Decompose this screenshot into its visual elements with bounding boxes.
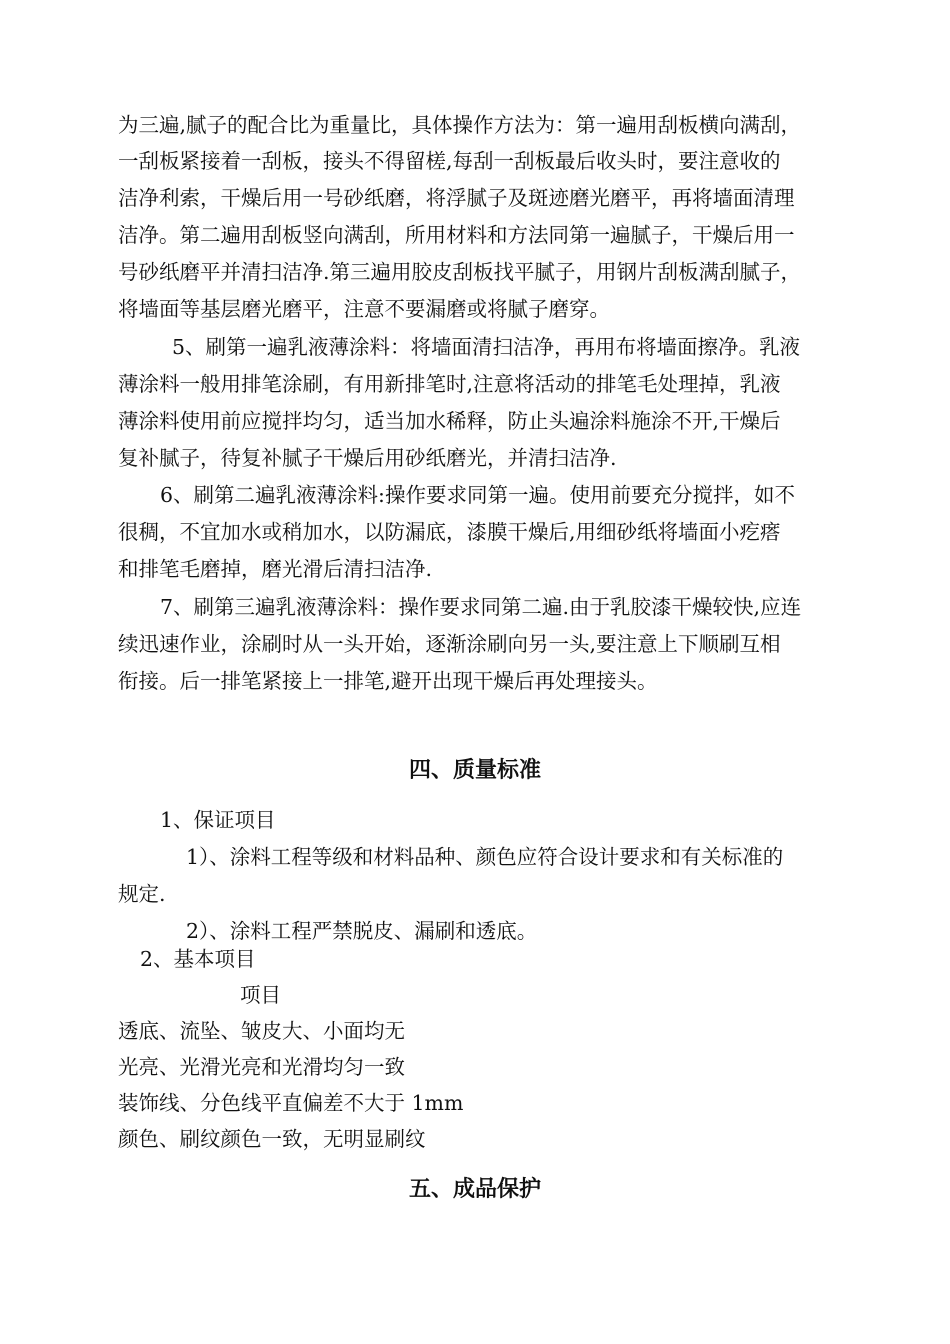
paragraph-line: 复补腻子，待复补腻子干燥后用砂纸磨光，并清扫洁净. xyxy=(118,446,617,470)
paragraph-line: 一刮板紧接着一刮板，接头不得留槎,每刮一刮板最后收头时，要注意收的 xyxy=(118,149,781,173)
basic-items-label: 2、基本项目 xyxy=(140,947,256,971)
table-row: 装饰线、分色线平直偏差不大于 1mm xyxy=(118,1091,464,1115)
paragraph-line: 和排笔毛磨掉，磨光滑后清扫洁净. xyxy=(118,557,433,581)
paragraph-line: 为三遍,腻子的配合比为重量比，具体操作方法为：第一遍用刮板横向满刮， xyxy=(118,113,802,137)
paragraph-line: 洁净。第二遍用刮板竖向满刮，所用材料和方法同第一遍腻子，干燥后用一 xyxy=(118,223,795,247)
table-row: 光亮、光滑光亮和光滑均匀一致 xyxy=(118,1055,405,1079)
section-heading-product-protection: 五、成品保护 xyxy=(408,1177,541,1202)
paragraph-line: 很稠，不宜加水或稍加水，以防漏底，漆膜干燥后,用细砂纸将墙面小疙瘩 xyxy=(118,520,781,544)
guarantee-item-1-line: 1）、涂料工程等级和材料品种、颜色应符合设计要求和有关标准的 xyxy=(186,845,784,869)
paragraph-line: 续迅速作业，涂刷时从一头开始，逐渐涂刷向另一头,要注意上下顺刷互相 xyxy=(118,632,781,656)
table-row: 颜色、刷纹颜色一致，无明显刷纹 xyxy=(118,1127,426,1151)
paragraph-line: 洁净利索，干燥后用一号砂纸磨，将浮腻子及斑迹磨光磨平，再将墙面清理 xyxy=(118,186,795,210)
paragraph-line: 规定. xyxy=(118,882,166,906)
section-heading-quality-standard: 四、质量标准 xyxy=(408,758,541,783)
paragraph-line: 将墙面等基层磨光磨平，注意不要漏磨或将腻子磨穿。 xyxy=(118,297,610,321)
paragraph-line: 薄涂料使用前应搅拌均匀，适当加水稀释，防止头遍涂料施涂不开,干燥后 xyxy=(118,409,781,433)
step-5-line: 5、刷第一遍乳液薄涂料：将墙面清扫洁净，再用布将墙面擦净。乳液 xyxy=(172,335,801,359)
guarantee-items-label: 1、保证项目 xyxy=(160,808,276,832)
step-6-line: 6、刷第二遍乳液薄涂料:操作要求同第一遍。使用前要充分搅拌，如不 xyxy=(160,483,795,507)
paragraph-line: 衔接。后一排笔紧接上一排笔,避开出现干燥后再处理接头。 xyxy=(118,669,658,693)
step-7-line: 7、刷第三遍乳液薄涂料：操作要求同第二遍.由于乳胶漆干燥较快,应连 xyxy=(160,595,802,619)
paragraph-line: 薄涂料一般用排笔涂刷，有用新排笔时,注意将活动的排笔毛处理掉，乳液 xyxy=(118,372,781,396)
table-row: 透底、流坠、皱皮大、小面均无 xyxy=(118,1019,405,1043)
table-header-item: 项目 xyxy=(240,983,281,1007)
guarantee-item-2-line: 2）、涂料工程严禁脱皮、漏刷和透底。 xyxy=(186,919,538,943)
paragraph-line: 号砂纸磨平并清扫洁净.第三遍用胶皮刮板找平腻子，用钢片刮板满刮腻子， xyxy=(118,260,802,284)
